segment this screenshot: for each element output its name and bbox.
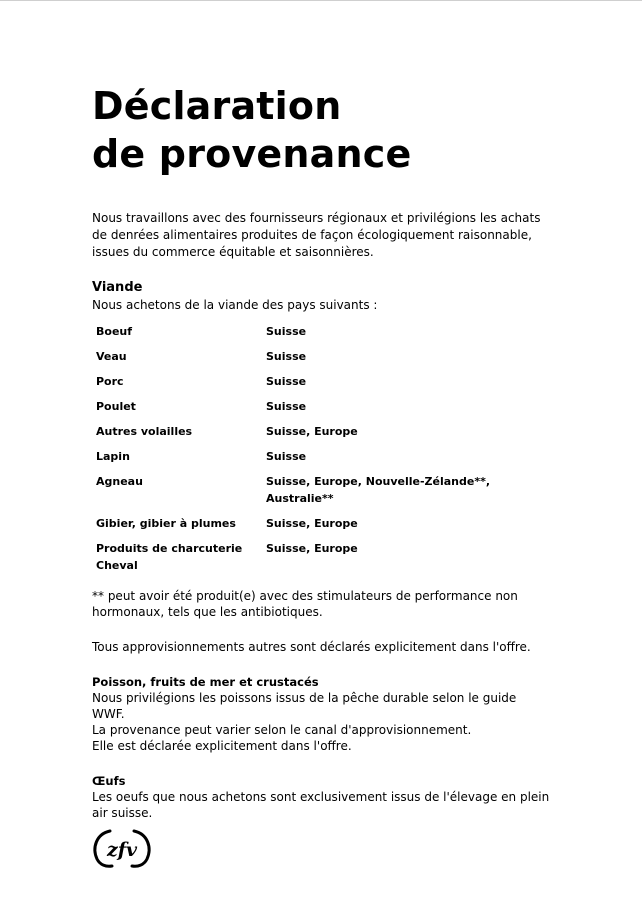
origin-cell: Suisse xyxy=(266,450,307,463)
table-row xyxy=(96,323,526,348)
table-row xyxy=(96,423,526,448)
table-row xyxy=(96,448,526,473)
page-title-line-1: Déclaration xyxy=(92,84,342,128)
zfv-logo xyxy=(90,826,154,870)
fish-section xyxy=(92,674,552,754)
origin-cell: Suisse xyxy=(266,400,307,413)
meat-type-cell: Gibier, gibier à plumes xyxy=(96,517,236,530)
page-title-line-2: de provenance xyxy=(92,132,412,176)
origin-cell: Suisse xyxy=(266,375,307,388)
meat-type-cell: Poulet xyxy=(96,400,136,413)
meat-section-heading: Viande xyxy=(92,280,143,295)
meat-type-cell: Agneau xyxy=(96,475,143,488)
fish-line: Nous privilégions les poissons issus de la pêche durable selon le guide WWF. xyxy=(92,691,517,721)
table-row xyxy=(96,473,526,515)
meat-lead-text: Nous achetons de la viande des pays suivants : xyxy=(92,298,378,312)
eggs-section-heading: Œufs xyxy=(92,774,126,788)
origin-cell: Suisse xyxy=(266,325,307,338)
origin-cell: Suisse, Europe xyxy=(266,425,358,438)
origin-cell: Suisse xyxy=(266,350,307,363)
origin-cell: Suisse, Europe, Nouvelle-Zélande**, Australie** xyxy=(266,475,491,505)
logo-wordmark: zfv xyxy=(106,839,138,861)
meat-type-cell: Porc xyxy=(96,375,124,388)
footnote: ** peut avoir été produit(e) avec des stimulateurs de performance non hormonaux, tels que les antibiotiques. xyxy=(92,589,518,619)
table-row xyxy=(96,515,526,540)
other-supplies-note: Tous approvisionnements autres sont déclarés explicitement dans l'offre. xyxy=(92,640,531,654)
page-title xyxy=(92,82,552,178)
meat-type-cell: Veau xyxy=(96,350,127,363)
meat-origin-table xyxy=(96,323,526,574)
meat-type-cell: Autres volailles xyxy=(96,425,193,438)
fish-line: Elle est déclarée explicitement dans l'offre. xyxy=(92,739,352,753)
fish-line: La provenance peut varier selon le canal d'approvisionnement. xyxy=(92,723,472,737)
fish-section-heading: Poisson, fruits de mer et crustacés xyxy=(92,675,319,689)
intro-paragraph: Nous travaillons avec des fournisseurs régionaux et privilégions les achats de denrées alimentaires produites de façon écologiquement raisonnable, issues du commerce équitable et saisonnières. xyxy=(92,211,541,259)
origin-cell: Suisse, Europe xyxy=(266,517,358,530)
meat-type-cell: Lapin xyxy=(96,450,130,463)
table-row xyxy=(96,398,526,423)
eggs-text: Les oeufs que nous achetons sont exclusivement issus de l'élevage en plein air suisse. xyxy=(92,790,550,820)
meat-type-cell: Produits de charcuterie Cheval xyxy=(96,542,243,572)
origin-cell: Suisse, Europe xyxy=(266,542,358,555)
table-row xyxy=(96,348,526,373)
eggs-section xyxy=(92,773,552,821)
table-row xyxy=(96,540,526,574)
document-body xyxy=(92,82,552,821)
table-row xyxy=(96,373,526,398)
top-rule xyxy=(0,0,642,1)
meat-type-cell: Boeuf xyxy=(96,325,133,338)
